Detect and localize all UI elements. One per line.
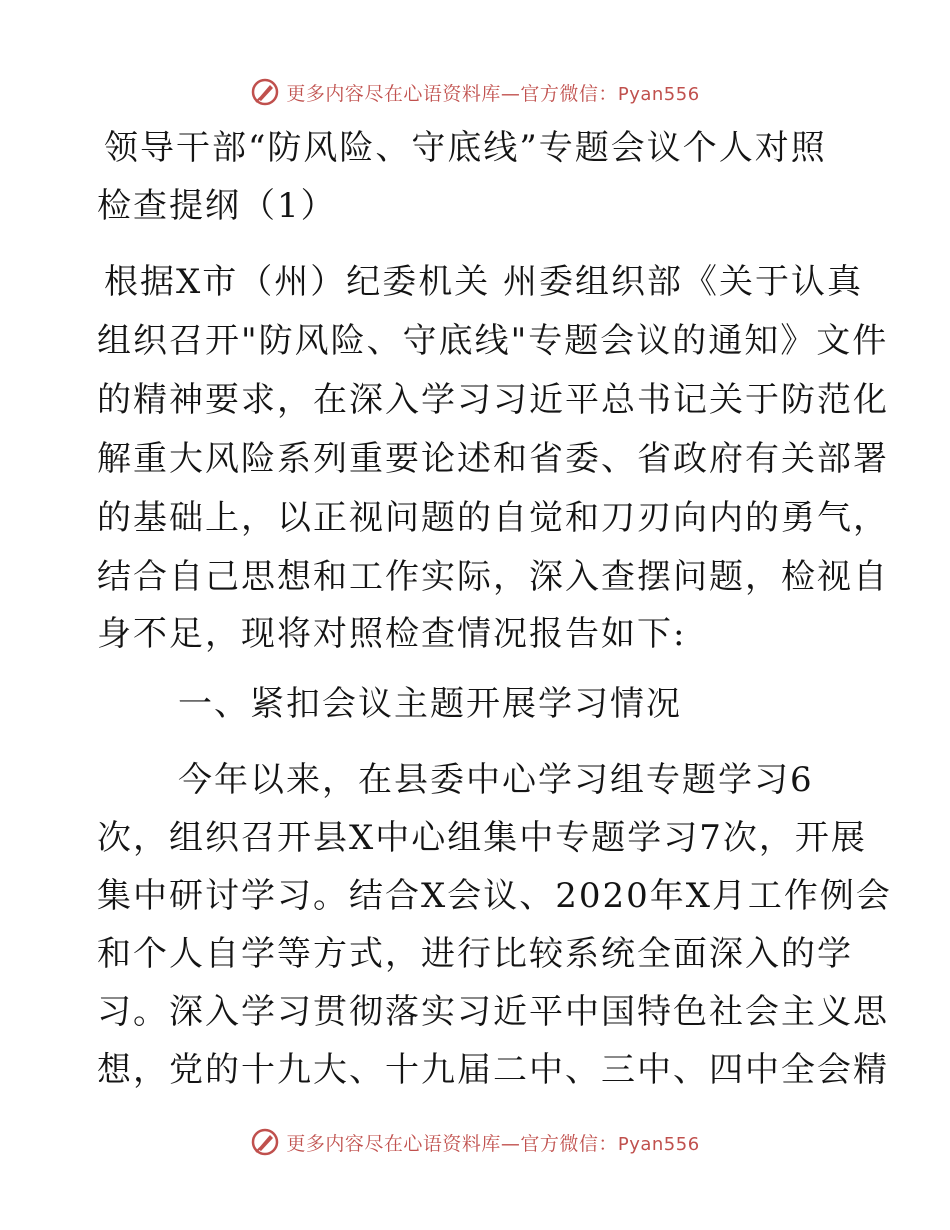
intro-line: 身不足，现将对照检查情况报告如下: <box>97 614 687 654</box>
intro-line: 解重大风险系列重要论述和省委、省政府有关部署 <box>97 439 889 479</box>
body-line: 集中研讨学习。结合X会议、2020年X月工作例会 <box>97 876 892 916</box>
section-heading: 一、紧扣会议主题开展学习情况 <box>178 684 682 724</box>
intro-line: 组织召开"防风险、守底线"专题会议的通知》文件 <box>97 321 889 361</box>
intro-line: 的基础上，以正视问题的自觉和刀刃向内的勇气， <box>97 498 889 538</box>
watermark-text: 更多内容尽在心语资料库 <box>286 1132 501 1155</box>
document-title-line-1: 领导干部“防风险、守底线”专题会议个人对照 <box>104 128 827 168</box>
body-line: 今年以来，在县委中心学习组专题学习6 <box>178 760 814 800</box>
watermark-handle: Pyan556 <box>617 83 700 105</box>
watermark-text: 更多内容尽在心语资料库 <box>286 82 501 105</box>
intro-line: 结合自己思想和工作实际，深入查摆问题，检视自 <box>97 557 889 597</box>
watermark-footer <box>0 1122 950 1162</box>
watermark-wechat-label: 官方微信： <box>520 82 618 105</box>
document-title-line-2: 检查提纲（1） <box>97 186 337 226</box>
body-line: 次，组织召开县X中心组集中专题学习7次，开展 <box>97 818 867 858</box>
watermark-wechat-label: 官方微信： <box>520 1132 618 1155</box>
watermark-header <box>0 72 950 112</box>
quill-logo-icon <box>250 1127 280 1157</box>
body-line: 习。深入学习贯彻落实习近平中国特色社会主义思 <box>97 992 889 1032</box>
body-line: 和个人自学等方式，进行比较系统全面深入的学 <box>97 934 853 974</box>
watermark-dash: — <box>500 82 521 105</box>
intro-line: 的精神要求，在深入学习习近平总书记关于防范化 <box>97 380 889 420</box>
quill-logo-icon <box>250 77 280 107</box>
watermark-dash: — <box>500 1132 521 1155</box>
intro-line: 根据X市（州）纪委机关 州委组织部《关于认真 <box>104 262 864 302</box>
body-line: 想，党的十九大、十九届二中、三中、四中全会精 <box>97 1050 889 1090</box>
watermark-handle: Pyan556 <box>617 1133 700 1155</box>
